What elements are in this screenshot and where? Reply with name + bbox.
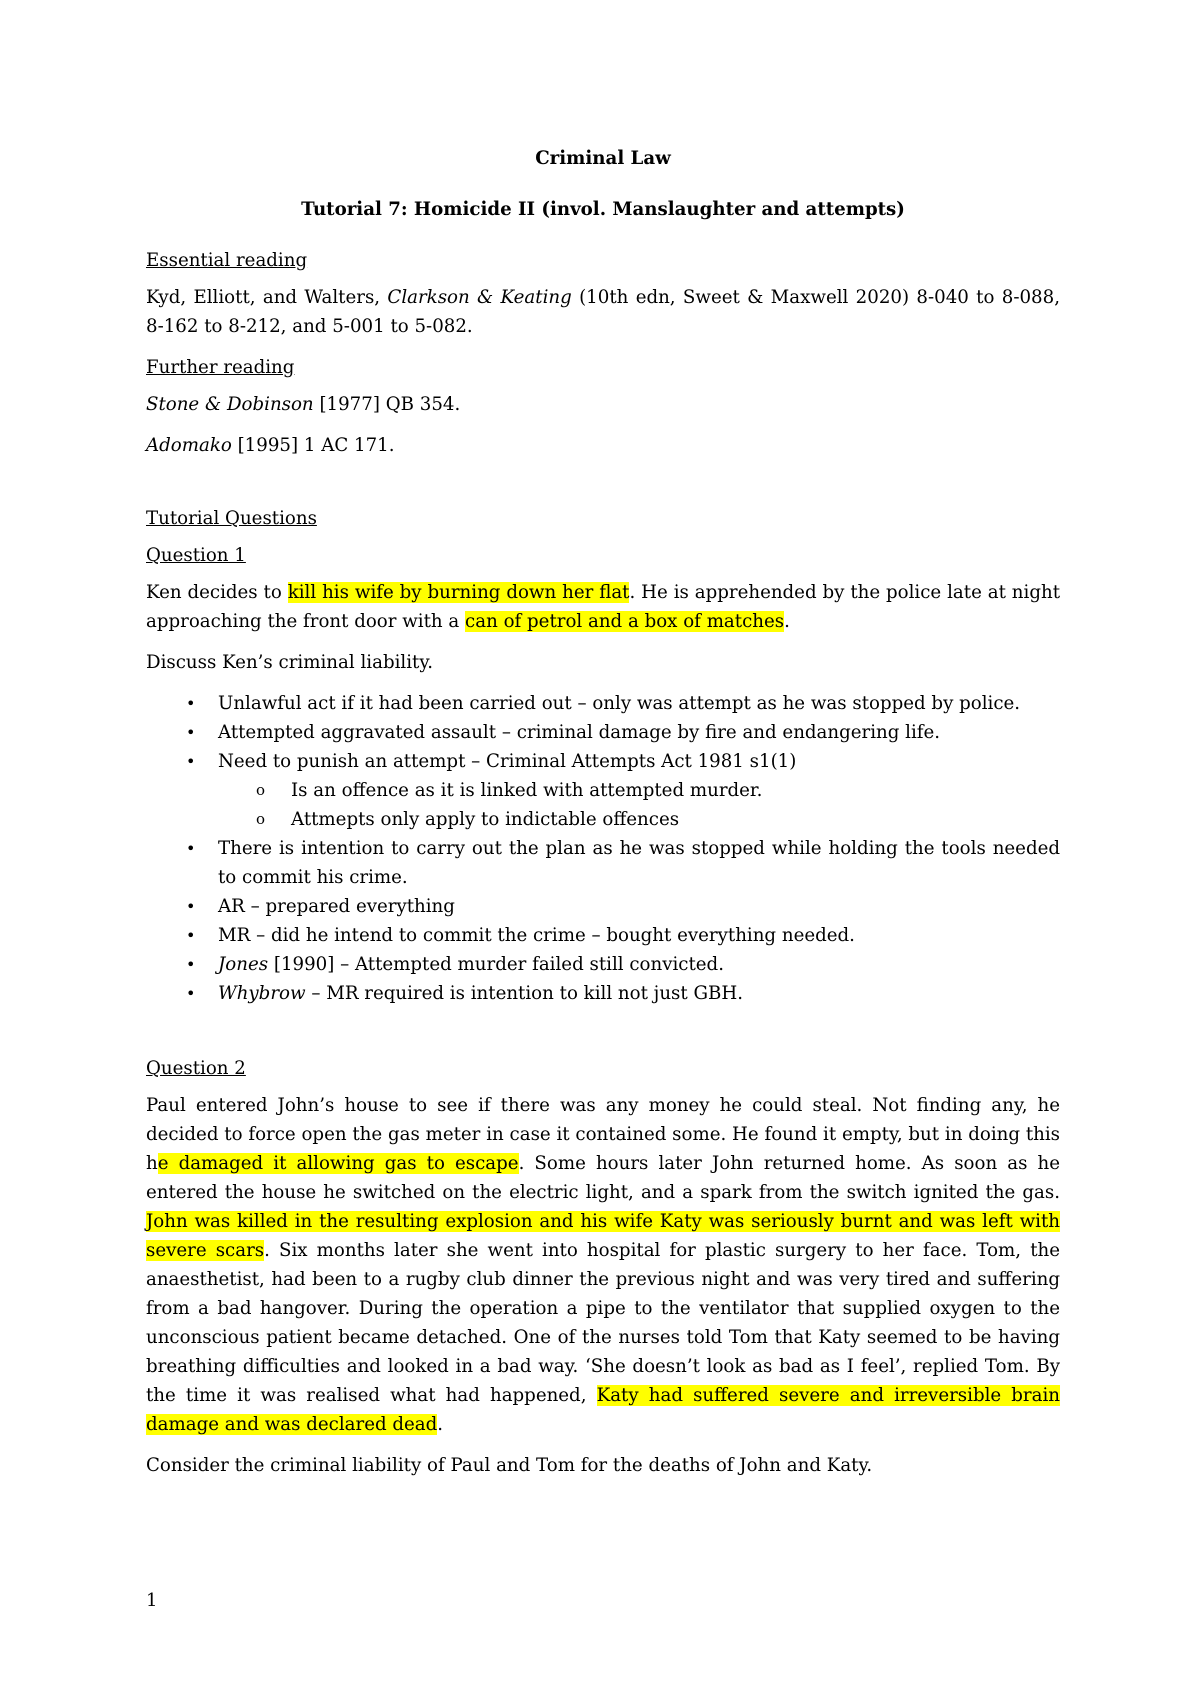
- q2-text-part: Paul entered John’s house to see if there was any money he could steal. Not finding any, he decided to force open the gas meter in case it contained some. He found it empty, but in doing this h: [146, 1095, 1060, 1174]
- case-name: Stone & Dobinson: [146, 394, 314, 415]
- bullet-icon: •: [186, 984, 196, 1003]
- question-1-heading: Question 1: [146, 545, 246, 566]
- highlight: Katy had suffered severe and irreversible brain damage and was declared dead: [146, 1385, 1061, 1435]
- further-reading-heading: Further reading: [146, 357, 295, 378]
- q2-text-part: .: [437, 1414, 444, 1435]
- case-name: Adomako: [146, 435, 232, 456]
- tutorial-questions-heading: Tutorial Questions: [146, 508, 317, 529]
- sub-list-item: [146, 805, 1060, 834]
- list-item-text: Unlawful act if it had been carried out – only was attempt as he was stopped by police.: [218, 693, 1021, 714]
- document-title: Criminal Law: [535, 148, 671, 169]
- further-reading-item: [146, 390, 1060, 419]
- list-item: [146, 718, 1060, 747]
- bullet-icon: •: [186, 897, 196, 916]
- list-item: [146, 834, 1060, 892]
- question-1-text: [146, 578, 1060, 636]
- spacer: [146, 472, 1060, 504]
- essential-reading-heading: Essential reading: [146, 250, 308, 271]
- sub-list-item: [146, 776, 1060, 805]
- essential-details: (10th edn, Sweet & Maxwell 2020) 8-040 to 8-088, 8-162 to 8-212, and 5-001 to 5-082.: [146, 287, 1060, 337]
- list-item-text: Need to punish an attempt – Criminal Attempts Act 1981 s1(1): [218, 751, 797, 772]
- bullet-icon: •: [186, 955, 196, 974]
- question-2-text: [146, 1091, 1060, 1439]
- list-item-text: Attempted aggravated assault – criminal damage by fire and endangering life.: [218, 722, 941, 743]
- case-citation: [1995] 1 AC 171.: [231, 435, 395, 456]
- list-item: [146, 892, 1060, 921]
- further-reading-item: [146, 431, 1060, 460]
- list-item: [146, 950, 1060, 979]
- list-item-text: There is intention to carry out the plan as he was stopped while holding the tools needed to commit his crime.: [218, 838, 1060, 888]
- spacer: [146, 1008, 1060, 1054]
- list-item: [146, 689, 1060, 718]
- list-item-text: – MR required is intention to kill not just GBH.: [305, 983, 743, 1004]
- list-item-text: MR – did he intend to commit the crime – bought everything needed.: [218, 925, 855, 946]
- case-name: Jones: [218, 954, 269, 975]
- sub-bullet-icon: o: [256, 810, 266, 828]
- bullet-icon: •: [186, 926, 196, 945]
- essential-authors: Kyd, Elliott, and Walters,: [146, 287, 388, 308]
- question-2-prompt: Consider the criminal liability of Paul and Tom for the deaths of John and Katy.: [146, 1455, 873, 1476]
- document-subtitle: Tutorial 7: Homicide II (invol. Manslaughter and attempts): [301, 199, 905, 220]
- q1-text-part: .: [784, 611, 790, 632]
- list-item: [146, 979, 1060, 1008]
- question-1-prompt: Discuss Ken’s criminal liability.: [146, 652, 433, 673]
- essential-reading-entry: [146, 283, 1060, 341]
- highlight: e damaged it allowing gas to escape: [157, 1153, 519, 1174]
- q1-text-part: . He is apprehended by the police late at night approaching the front door with a: [146, 582, 1061, 632]
- question-2-heading: Question 2: [146, 1058, 246, 1079]
- highlight: can of petrol and a box of matches: [465, 611, 785, 632]
- q2-text-part: . Some hours later John returned home. As soon as he entered the house he switched on the electric light, and a spark from the switch ignited the gas.: [146, 1153, 1060, 1203]
- bullet-icon: •: [186, 752, 196, 771]
- list-item: [146, 747, 1060, 776]
- page-number: 1: [146, 1590, 158, 1611]
- sub-bullet-icon: o: [256, 781, 266, 799]
- case-name: Whybrow: [218, 983, 306, 1004]
- q1-text-part: Ken decides to: [146, 582, 288, 603]
- bullet-icon: •: [186, 723, 196, 742]
- list-item-text: Is an offence as it is linked with attempted murder.: [291, 780, 763, 801]
- bullet-icon: •: [186, 694, 196, 713]
- list-item-text: [1990] – Attempted murder failed still convicted.: [268, 954, 724, 975]
- highlight: kill his wife by burning down her flat: [287, 582, 630, 603]
- essential-book-title: Clarkson & Keating: [387, 287, 572, 308]
- document-body: [146, 144, 1060, 1492]
- list-item: [146, 921, 1060, 950]
- q2-text-part: . Six months later she went into hospital for plastic surgery to her face. Tom, the anaesthetist, had been to a rugby club dinner the previous night and was very tired and suffering from a bad hangover. During the operation a pipe to the ventilator that supplied oxygen to the unconscious patient became detached. One of the nurses told Tom that Katy seemed to be having breathing difficulties and looked in a bad way. ‘She doesn’t look as bad as I feel’, replied Tom. By the time it was realised what had happened,: [146, 1240, 1060, 1406]
- list-item-text: Attmepts only apply to indictable offences: [291, 809, 680, 830]
- case-citation: [1977] QB 354.: [313, 394, 461, 415]
- bullet-icon: •: [186, 839, 196, 858]
- question-1-notes: [146, 689, 1060, 1008]
- highlight: John was killed in the resulting explosion and his wife Katy was seriously burnt and was left with severe scars: [146, 1211, 1060, 1261]
- list-item-text: AR – prepared everything: [218, 896, 455, 917]
